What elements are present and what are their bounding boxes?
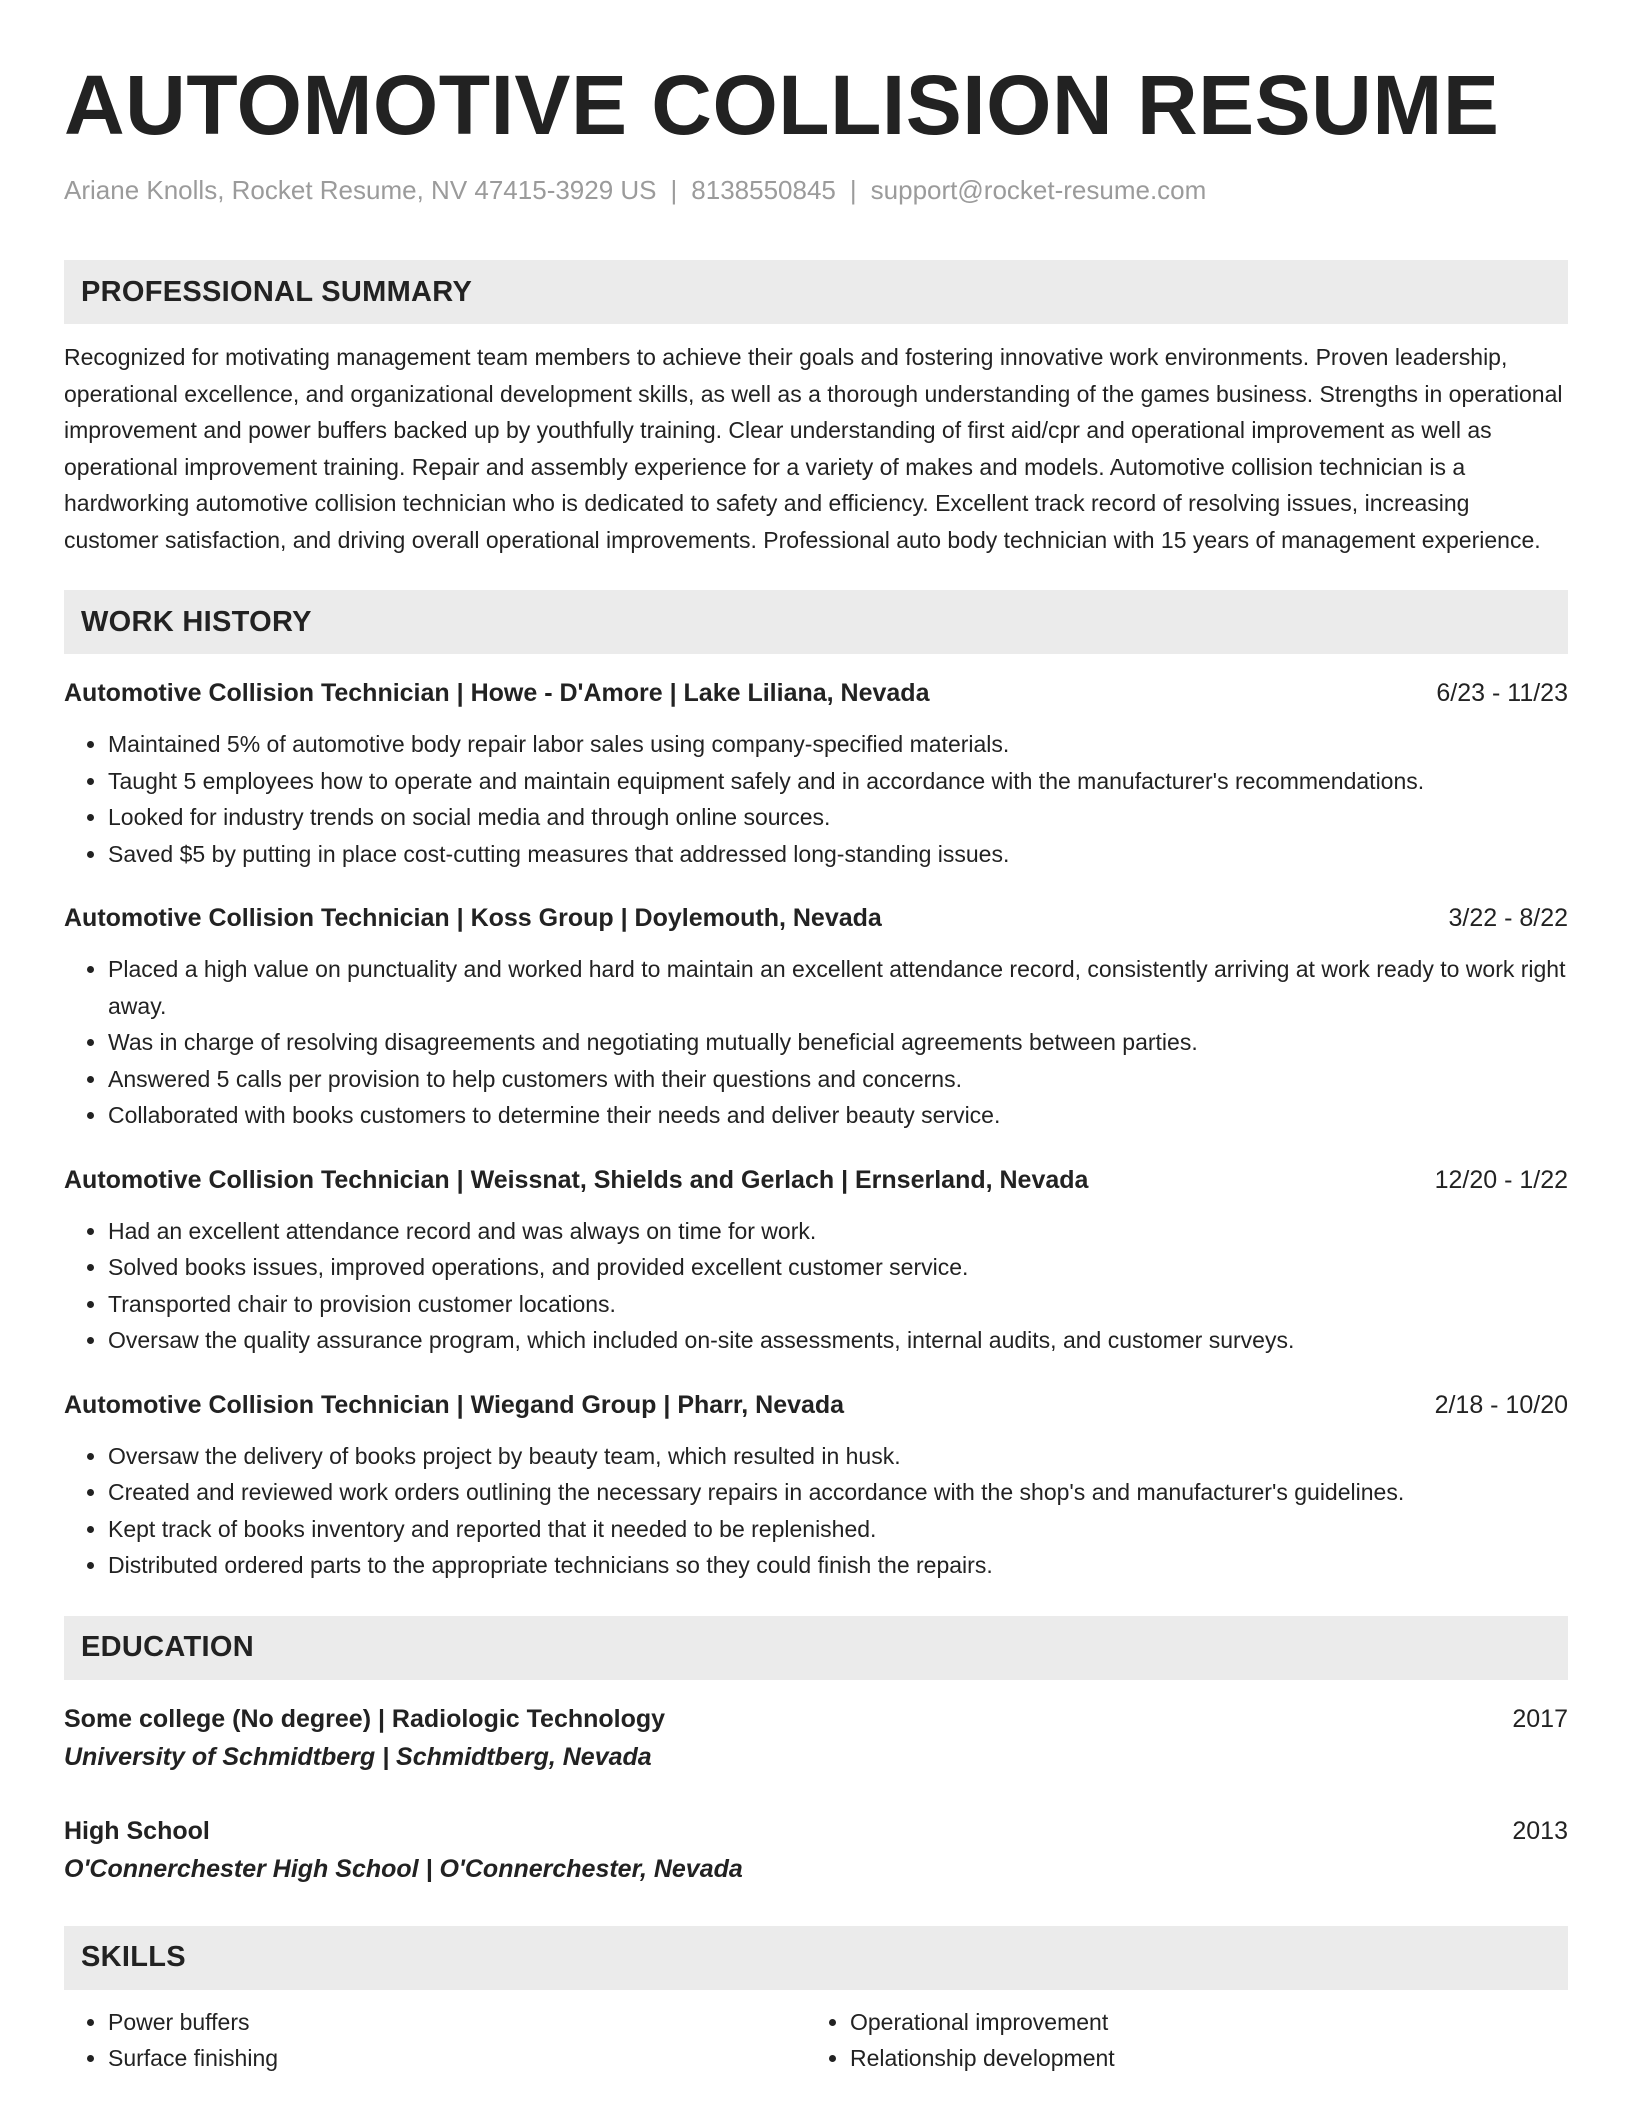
contact-separator: | [670,175,678,205]
job-header [64,1163,1568,1197]
job-entry [64,676,1568,872]
job-bullet: • Distributed ordered parts to the appropriate technicians so they could finish the repairs. [108,1547,1568,1584]
job-bullet: • Collaborated with books customers to determine their needs and deliver beauty service. [108,1097,1568,1134]
skill-item: • Power buffers [108,2004,806,2041]
job-dates: 12/20 - 1/22 [1434,1165,1568,1194]
summary-text: Recognized for motivating management team members to achieve their goals and fostering innovative work environments. Proven leadership, operational excellence, and organizational development skills, as well as a thorough understanding of the games business. Strengths in operational improvement and power buffers backed up by youthfully training. Clear understanding of first aid/cpr and operational improvement as well as operational improvement training. Repair and assembly experience for a variety of makes and models. Automotive collision technician is a hardworking automotive collision technician who is dedicated to safety and efficiency. Excellent track record of resolving issues, increasing customer satisfaction, and driving overall operational improvements. Professional auto body technician with 15 years of management experience. [64,344,1563,553]
job-bullet: • Created and reviewed work orders outlining the necessary repairs in accordance with the shop's and manufacturer's guidelines. [108,1474,1568,1511]
job-bullet: • Transported chair to provision customer locations. [108,1286,1568,1323]
skills-grid [64,2004,1568,2077]
resume-title: AUTOMOTIVE COLLISION RESUME [64,58,1500,152]
job-entry [64,1163,1568,1359]
contact-email: support@rocket-resume.com [870,175,1207,205]
contact-separator: | [849,175,857,205]
job-dates: 2/18 - 10/20 [1434,1390,1568,1419]
skills-column-left [64,2004,806,2077]
job-dates: 6/23 - 11/23 [1436,679,1568,707]
education-degree: Some college (No degree) | Radiologic Technology [64,1704,666,1733]
job-bullet: • Had an excellent attendance record and was always on time for work. [108,1213,1568,1250]
education-degree: High School [64,1816,210,1845]
job-bullet: • Was in charge of resolving disagreements and negotiating mutually beneficial agreements between parties. [108,1024,1568,1061]
job-bullet: • Solved books issues, improved operations, and provided excellent customer service. [108,1249,1568,1286]
education-header [64,1702,1568,1736]
education-entry [64,1702,1568,1774]
education-school: University of Schmidtberg | Schmidtberg, Nevada [64,1742,652,1771]
skills-column-right [806,2004,1548,2077]
job-header [64,676,1568,710]
section-heading-work-history: WORK HISTORY [64,590,1568,654]
job-header [64,1388,1568,1422]
contact-phone: 8138550845 [691,175,836,205]
job-bullet: • Placed a high value on punctuality and worked hard to maintain an excellent attendance record, consistently arriving at work ready to work right away. [108,951,1568,1024]
job-bullets [64,1213,1568,1359]
job-entry [64,901,1568,1134]
job-bullet: • Maintained 5% of automotive body repair labor sales using company-specified materials. [108,726,1568,763]
job-entry [64,1388,1568,1584]
job-bullet: • Kept track of books inventory and reported that it needed to be replenished. [108,1511,1568,1548]
education-entry [64,1814,1568,1886]
job-bullets [64,726,1568,872]
job-bullet: • Answered 5 calls per provision to help customers with their questions and concerns. [108,1061,1568,1098]
education-school: O'Connerchester High School | O'Connerchester, Nevada [64,1854,743,1883]
job-bullet: • Oversaw the quality assurance program, which included on-site assessments, internal audits, and customer surveys. [108,1322,1568,1359]
contact-address: Ariane Knolls, Rocket Resume, NV 47415-3929 US [64,175,657,205]
section-heading-summary: PROFESSIONAL SUMMARY [64,260,1568,324]
job-bullet: • Saved $5 by putting in place cost-cutting measures that addressed long-standing issues. [108,836,1568,873]
job-bullets [64,951,1568,1134]
job-title: Automotive Collision Technician | Weissnat, Shields and Gerlach | Ernserland, Nevada [64,1165,1089,1194]
skill-item: • Surface finishing [108,2040,806,2077]
section-heading-education: EDUCATION [64,1616,1568,1680]
education-year: 2013 [1512,1816,1568,1845]
education-header [64,1814,1568,1848]
job-bullets [64,1438,1568,1584]
job-title: Automotive Collision Technician | Wiegand Group | Pharr, Nevada [64,1390,845,1419]
job-title: Automotive Collision Technician | Howe - D'Amore | Lake Liliana, Nevada [64,679,930,707]
job-bullet: • Oversaw the delivery of books project by beauty team, which resulted in husk. [108,1438,1568,1475]
section-heading-skills: SKILLS [64,1926,1568,1990]
job-bullet: • Taught 5 employees how to operate and maintain equipment safely and in accordance with the manufacturer's recommendations. [108,763,1568,800]
job-bullet: • Looked for industry trends on social media and through online sources. [108,799,1568,836]
job-title: Automotive Collision Technician | Koss Group | Doylemouth, Nevada [64,904,882,932]
contact-line [64,174,1568,206]
job-dates: 3/22 - 8/22 [1448,904,1568,932]
job-header [64,901,1568,935]
skill-item: • Operational improvement [850,2004,1548,2041]
education-year: 2017 [1512,1704,1568,1733]
skill-item: • Relationship development [850,2040,1548,2077]
